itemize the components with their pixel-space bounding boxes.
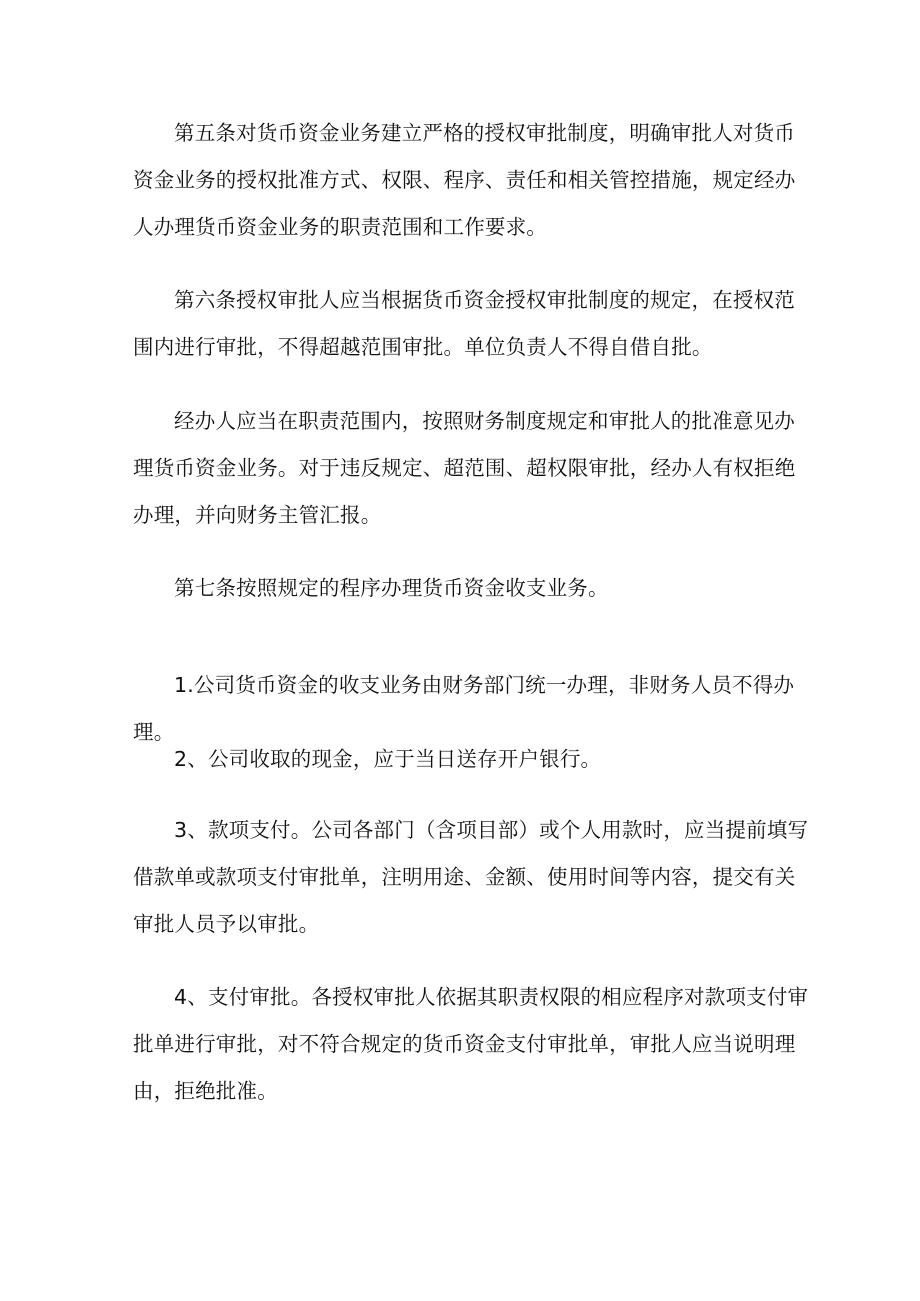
paragraph-handler-duty: 经办人应当在职责范围内，按照财务制度规定和审批人的批准意见办理货币资金业务。对于违反规定、超范围、超权限审批，经办人有权拒绝办理，并向财务主管汇报。	[133, 409, 796, 527]
paragraph-article-7: 第七条按照规定的程序办理货币资金收支业务。	[174, 576, 609, 600]
list-item-1: 1.公司货币资金的收支业务由财务部门统一办理，非财务人员不得办理。	[133, 673, 795, 744]
paragraph-article-5: 第五条对货币资金业务建立严格的授权审批制度，明确审批人对货币资金业务的授权批准方式、权限、程序、责任和相关管控措施，规定经办人办理货币资金业务的职责范围和工作要求。	[133, 121, 796, 239]
paragraph-article-6: 第六条授权审批人应当根据货币资金授权审批制度的规定，在授权范围内进行审批，不得超越范围审批。单位负责人不得自借自批。	[133, 288, 795, 359]
list-item-3: 3、款项支付。公司各部门（含项目部）或个人用款时，应当提前填写借款单或款项支付审批单，注明用途、金额、使用时间等内容，提交有关审批人员予以审批。	[133, 818, 809, 936]
list-item-2: 2、公司收取的现金，应于当日送存开户银行。	[174, 747, 602, 771]
list-item-4: 4、支付审批。各授权审批人依据其职责权限的相应程序对款项支付审批单进行审批，对不符合规定的货币资金支付审批单，审批人应当说明理由，拒绝批准。	[133, 985, 809, 1103]
